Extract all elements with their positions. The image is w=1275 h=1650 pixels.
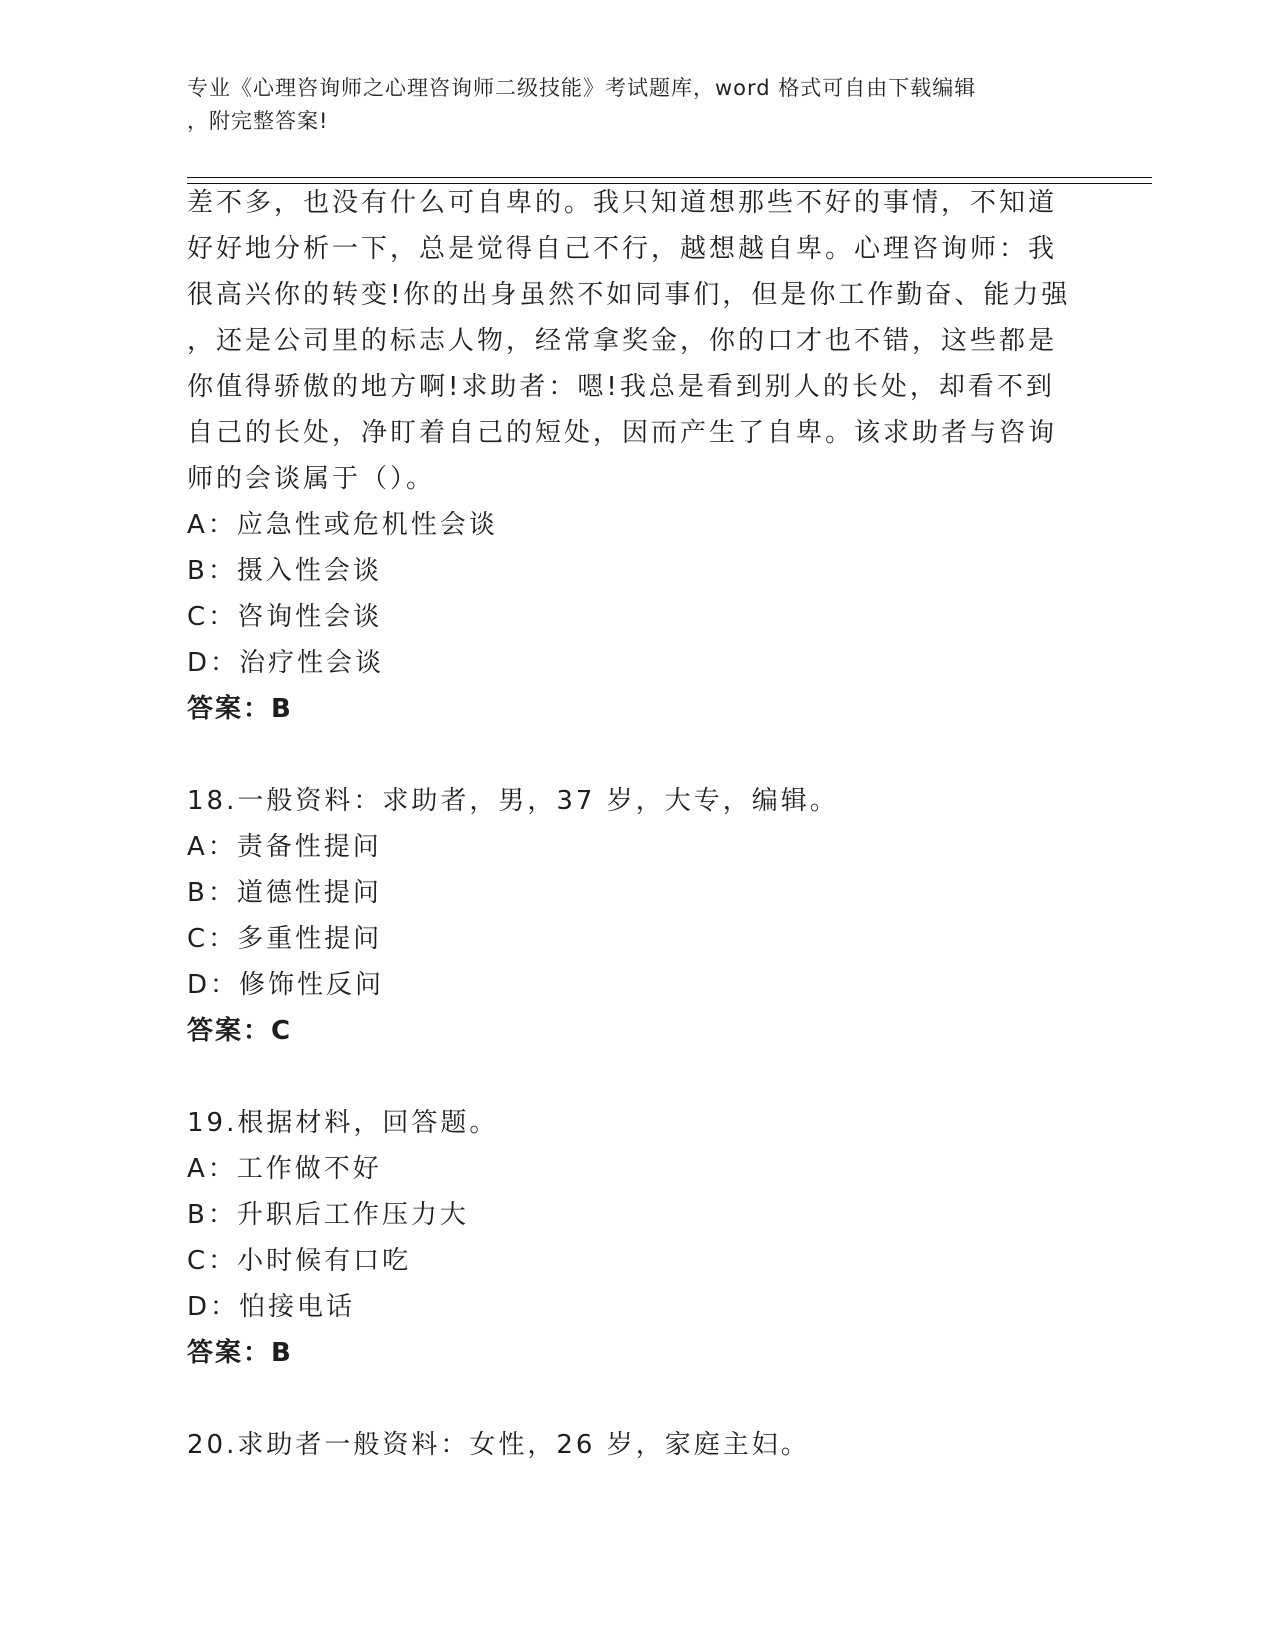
- option-b: B：道德性提问: [187, 878, 382, 908]
- document-header: [187, 72, 1067, 138]
- option-d: D：怕接电话: [187, 1292, 356, 1322]
- answer-line: 答案：C: [187, 1016, 293, 1046]
- question-18: [187, 778, 1087, 1054]
- question-stem: 20.求助者一般资料：女性，26 岁，家庭主妇。: [187, 1430, 810, 1460]
- spacer: [187, 1376, 1087, 1422]
- option-c: C：咨询性会谈: [187, 602, 383, 632]
- stem-line: 你值得骄傲的地方啊!求助者：嗯!我总是看到别人的长处，却看不到: [187, 372, 1055, 402]
- answer-line: 答案：B: [187, 694, 293, 724]
- question-19: [187, 1100, 1087, 1376]
- spacer: [187, 732, 1087, 778]
- stem-line: 师的会谈属于（）。: [187, 464, 436, 494]
- header-divider-top: [187, 177, 1152, 178]
- option-d: D：治疗性会谈: [187, 648, 385, 678]
- header-line-2: ，附完整答案!: [187, 109, 329, 133]
- option-c: C：多重性提问: [187, 924, 383, 954]
- stem-line: ，还是公司里的标志人物，经常拿奖金，你的口才也不错，这些都是: [187, 326, 1058, 356]
- option-d: D：修饰性反问: [187, 970, 385, 1000]
- option-a: A：责备性提问: [187, 832, 382, 862]
- option-a: A：应急性或危机性会谈: [187, 510, 498, 540]
- answer-line: 答案：B: [187, 1338, 293, 1368]
- question-20: [187, 1422, 1087, 1468]
- option-a: A：工作做不好: [187, 1154, 382, 1184]
- stem-line: 差不多，也没有什么可自卑的。我只知道想那些不好的事情，不知道: [187, 188, 1058, 218]
- option-c: C：小时候有口吃: [187, 1246, 412, 1276]
- option-b: B：摄入性会谈: [187, 556, 382, 586]
- question-stem: 18.一般资料：求助者，男，37 岁，大专，编辑。: [187, 786, 839, 816]
- header-line-1: 专业《心理咨询师之心理咨询师二级技能》考试题库，word 格式可自由下载编辑: [187, 76, 977, 100]
- question-list: [187, 180, 1087, 1468]
- option-b: B：升职后工作压力大: [187, 1200, 469, 1230]
- stem-line: 自己的长处，净盯着自己的短处，因而产生了自卑。该求助者与咨询: [187, 418, 1058, 448]
- question-17-continuation: [187, 180, 1087, 732]
- stem-line: 好好地分析一下，总是觉得自己不行，越想越自卑。心理咨询师：我: [187, 234, 1058, 264]
- stem-line: 很高兴你的转变!你的出身虽然不如同事们，但是你工作勤奋、能力强: [187, 280, 1071, 310]
- question-stem: 19.根据材料，回答题。: [187, 1108, 499, 1138]
- spacer: [187, 1054, 1087, 1100]
